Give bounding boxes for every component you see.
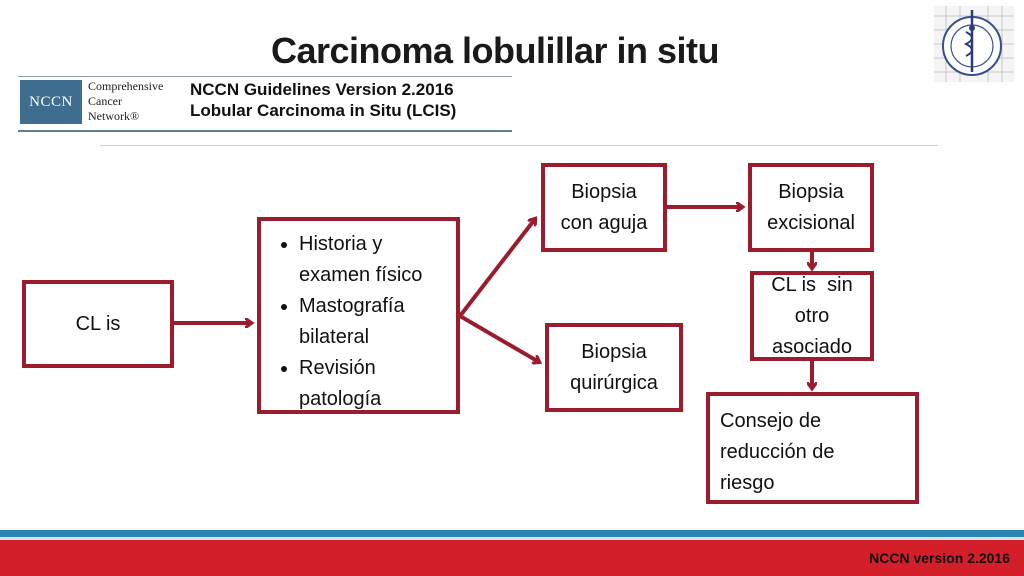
org-line: Cancer: [88, 94, 122, 108]
lcis-only-line: CL is sin: [771, 273, 853, 296]
excisional-biopsy-line: Biopsia: [778, 180, 844, 203]
surgical-biopsy-line: Biopsia: [581, 340, 647, 363]
surgical-biopsy-line: quirúrgica: [570, 371, 658, 394]
nccn-logo: NCCN: [20, 80, 82, 124]
workup-item: • Historia y examen físico: [299, 229, 456, 291]
counseling-line: reducción de: [720, 441, 835, 463]
lcis-only-line: asociado: [771, 335, 853, 358]
surgical-biopsy-box: [545, 323, 683, 412]
workup-list: [261, 229, 456, 415]
arrow-workup-to-needle-biopsy: [460, 219, 535, 316]
needle-biopsy-line: Biopsia: [571, 180, 637, 203]
needle-biopsy-box: [541, 163, 667, 252]
org-line: Network®: [88, 109, 140, 123]
footer-version: NCCN version 2.2016: [869, 550, 1010, 566]
workup-item: • Mastografía bilateral: [299, 291, 456, 353]
excisional-biopsy-box: [748, 163, 874, 252]
counseling-line: Consejo de: [720, 410, 822, 432]
lcis-only-box: [750, 271, 874, 361]
lcis-only-line: otro: [794, 304, 830, 327]
risk-counseling-box: [706, 392, 919, 504]
footer-accent-stripe: [0, 530, 1024, 537]
footer-bar: [0, 540, 1024, 576]
start-label: CL is: [75, 312, 121, 335]
guideline-topic: Lobular Carcinoma in Situ (LCIS): [190, 101, 457, 120]
workup-item: • Revisión patología: [299, 353, 456, 415]
guideline-version: NCCN Guidelines Version 2.2016: [190, 80, 454, 99]
slide-title: Carcinoma lobulillar in situ: [270, 30, 720, 71]
start-box-lcis: [22, 280, 174, 368]
counseling-line: riesgo: [720, 472, 775, 494]
workup-box: [257, 217, 460, 414]
org-line: Comprehensive: [88, 79, 164, 93]
needle-biopsy-line: con aguja: [560, 211, 648, 234]
excisional-biopsy-line: excisional: [767, 211, 855, 234]
arrow-workup-to-surgical-biopsy: [460, 316, 539, 362]
